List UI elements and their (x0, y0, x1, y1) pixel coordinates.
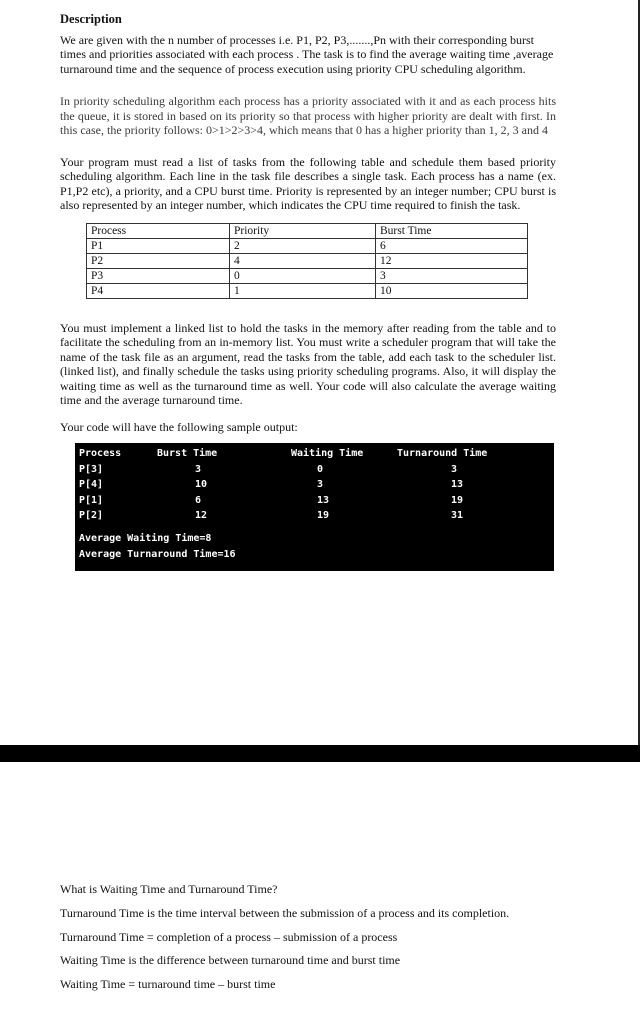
terminal-waiting: 3 (317, 479, 324, 490)
terminal-header-waiting: Waiting Time (291, 448, 364, 459)
terminal-process: P[1] (79, 494, 104, 506)
terminal-process: P[2] (79, 510, 104, 521)
terminal-row (77, 462, 552, 478)
header-process: Process (87, 223, 230, 238)
table-row (87, 268, 528, 283)
process-table (86, 223, 528, 299)
cell-burst: 10 (376, 283, 528, 298)
description-heading: Description (60, 12, 122, 26)
sample-output-label: Your code will have the following sample output: (60, 419, 298, 434)
cell-burst: 6 (376, 238, 528, 253)
definitions-section (60, 882, 620, 1001)
cell-process: P4 (87, 283, 230, 298)
terminal-waiting: 13 (317, 494, 330, 506)
page-separator-band (0, 745, 640, 762)
cell-process: P1 (87, 238, 230, 253)
average-waiting-time: Average Waiting Time=8 (79, 533, 212, 544)
terminal-header-process: Process (79, 448, 122, 459)
terminal-header-burst: Burst Time (157, 448, 218, 459)
intro-paragraph: We are given with the n number of processes i.e. P1, P2, P3,.......,Pn with their corresponding burst times and priorities associated with each process . The task is to find the average waiting time ,average turnaround time and the sequence of process execution using priority CPU scheduling algorithm. (60, 32, 554, 76)
terminal-header-turnaround: Turnaround Time (397, 448, 488, 459)
terminal-process: P[3] (79, 463, 104, 475)
cell-priority: 4 (230, 253, 376, 268)
terminal-turnaround: 19 (451, 494, 464, 506)
cell-priority: 1 (230, 283, 376, 298)
waiting-formula: Waiting Time = turnaround time – burst time (60, 977, 276, 992)
header-priority: Priority (230, 223, 376, 238)
cell-process: P3 (87, 268, 230, 283)
definitions-question: What is Waiting Time and Turnaround Time? (60, 882, 278, 896)
average-turnaround-time: Average Turnaround Time=16 (79, 549, 236, 560)
task-paragraph: Your program must read a list of tasks from the following table and schedule them based priority scheduling algorithm. Each line in the task file describes a single task. Each process has a name (ex. P1,P2 etc), a priority, and a CPU burst time. Priority is represented by an integer number; CPU burst is also represented by an integer number, which indicates the CPU time required to finish the task. (60, 154, 556, 212)
terminal-row (77, 508, 552, 524)
terminal-turnaround: 13 (451, 479, 464, 490)
waiting-definition: Waiting Time is the difference between turnaround time and burst time (60, 953, 401, 968)
terminal-summary (79, 531, 236, 563)
turnaround-definition: Turnaround Time is the time interval between the submission of a process and its completion. (60, 905, 510, 920)
process-table-header (87, 223, 528, 238)
terminal-output (75, 443, 554, 571)
terminal-waiting: 0 (317, 463, 324, 475)
header-burst-time: Burst Time (376, 223, 528, 238)
table-row (87, 283, 528, 298)
cell-priority: 0 (230, 268, 376, 283)
linked-list-paragraph: You must implement a linked list to hold the tasks in the memory after reading from the table and to facilitate the scheduling from an in-memory list. You must write a scheduler program that will take the name of the task file as an argument, read the tasks from the table, add each task to the scheduler list. (linked list), and finally schedule the tasks using priority scheduling programs. Also, it will display the waiting time as well as the turnaround time as well. Your code will also calculate the average waiting time and the average turnaround time. (60, 320, 556, 407)
cell-priority: 2 (230, 238, 376, 253)
turnaround-formula: Turnaround Time = completion of a process – submission of a process (60, 929, 398, 944)
terminal-row (77, 493, 552, 509)
terminal-burst: 12 (195, 510, 208, 521)
terminal-turnaround: 3 (451, 463, 458, 475)
terminal-process: P[4] (79, 479, 104, 490)
terminal-burst: 6 (195, 494, 202, 506)
cell-burst: 3 (376, 268, 528, 283)
terminal-turnaround: 31 (451, 510, 464, 521)
table-row (87, 253, 528, 268)
cell-process: P2 (87, 253, 230, 268)
terminal-row (77, 477, 552, 493)
terminal-header-row (77, 446, 552, 462)
terminal-burst: 3 (195, 463, 202, 475)
terminal-waiting: 19 (317, 510, 330, 521)
cell-burst: 12 (376, 253, 528, 268)
terminal-burst: 10 (195, 479, 208, 490)
document-content (60, 12, 556, 571)
table-row (87, 238, 528, 253)
priority-paragraph: In priority scheduling algorithm each process has a priority associated with it and as each process hits the queue, it is stored in based on its priority so that process with higher priority are dealt with first. In this case, the priority follows: 0>1>2>3>4, which means that 0 has a higher priority than 1, 2, 3 and 4 (60, 94, 556, 137)
